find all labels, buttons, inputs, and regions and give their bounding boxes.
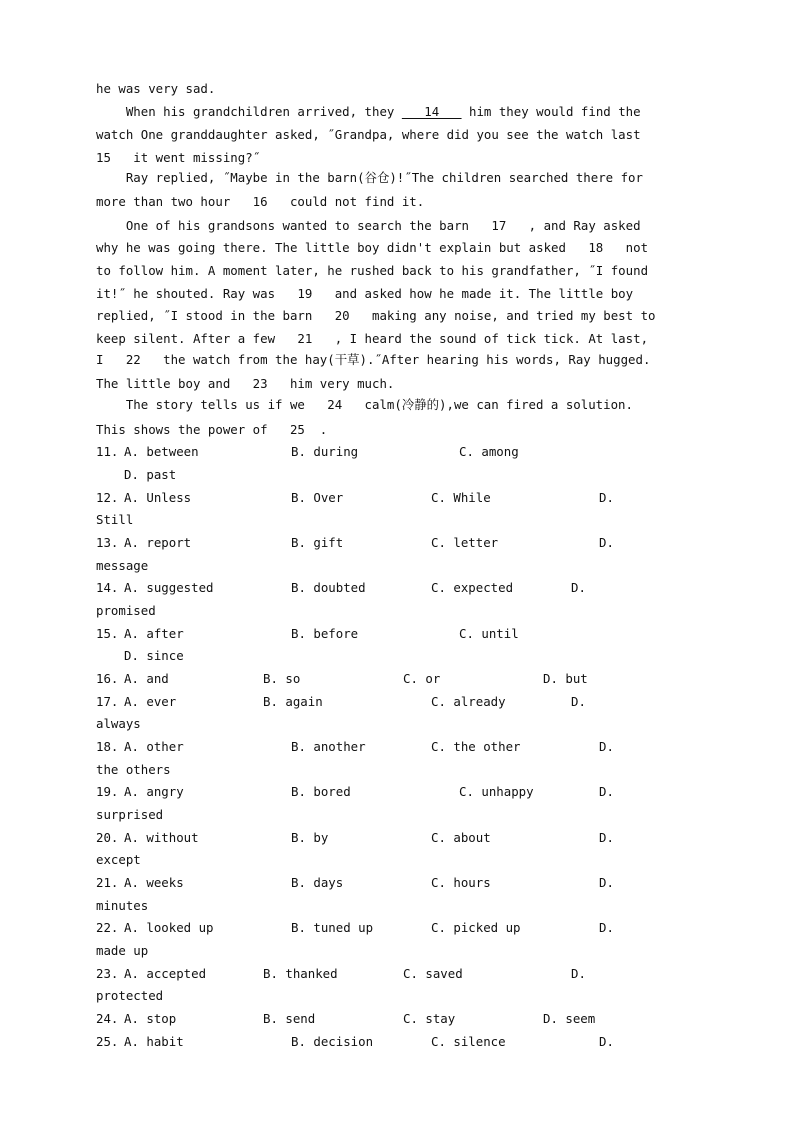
option-a: A. habit — [124, 1034, 184, 1049]
question-number: 16. — [96, 671, 119, 686]
option-b: B. tuned up — [291, 920, 374, 935]
option-a: A. ever — [124, 694, 177, 709]
question-number: 11. — [96, 444, 119, 459]
option-d-text: except — [96, 852, 141, 867]
option-d-text: minutes — [96, 898, 149, 913]
option-c: C. about — [431, 830, 491, 845]
option-b: B. doubted — [291, 580, 366, 595]
option-a: A. between — [124, 444, 199, 459]
option-b: B. again — [263, 694, 323, 709]
question-number: 20. — [96, 830, 119, 845]
passage-line: This shows the power of 25 . — [96, 422, 328, 437]
option-d: D. — [599, 875, 614, 890]
option-b: B. bored — [291, 784, 351, 799]
option-c: C. among — [459, 444, 519, 459]
option-d-text: always — [96, 716, 141, 731]
option-d: D. — [599, 920, 614, 935]
option-b: B. days — [291, 875, 344, 890]
option-b: B. thanked — [263, 966, 338, 981]
passage-line-start: When his grandchildren arrived, they — [96, 104, 402, 119]
passage-line: replied, ˝I stood in the barn 20 making any noise, and tried my best to — [96, 308, 656, 323]
option-a: A. without — [124, 830, 199, 845]
passage-line: I 22 the watch from the hay(干草).˝After hearing his words, Ray hugged. — [96, 352, 651, 367]
question-number: 19. — [96, 784, 119, 799]
option-c: C. saved — [403, 966, 463, 981]
option-d: D. — [571, 966, 586, 981]
passage-line: keep silent. After a few 21 , I heard the sound of tick tick. At last, — [96, 331, 649, 346]
option-d-text: the others — [96, 762, 171, 777]
question-number: 14. — [96, 580, 119, 595]
option-b: B. by — [291, 830, 329, 845]
option-d: D. but — [543, 671, 588, 686]
passage-line: watch One granddaughter asked, ˝Grandpa, where did you see the watch last — [96, 127, 641, 142]
option-a: A. angry — [124, 784, 184, 799]
option-c: C. silence — [431, 1034, 506, 1049]
question-number: 15. — [96, 626, 119, 641]
passage-line: to follow him. A moment later, he rushed back to his grandfather, ˝I found — [96, 263, 649, 278]
option-a: A. looked up — [124, 920, 214, 935]
option-c: C. unhappy — [459, 784, 534, 799]
option-b: B. decision — [291, 1034, 374, 1049]
option-c: C. picked up — [431, 920, 521, 935]
option-d: D. past — [124, 467, 177, 482]
question-number: 12. — [96, 490, 119, 505]
passage-line: 15 it went missing?˝ — [96, 150, 261, 165]
option-d: D. seem — [543, 1011, 596, 1026]
passage-line: it!˝ he shouted. Ray was 19 and asked how he made it. The little boy — [96, 286, 634, 301]
option-d-text: made up — [96, 943, 149, 958]
question-number: 25. — [96, 1034, 119, 1049]
passage-line: he was very sad. — [96, 81, 216, 96]
option-b: B. gift — [291, 535, 344, 550]
option-d-text: protected — [96, 988, 164, 1003]
question-number: 23. — [96, 966, 119, 981]
option-a: A. after — [124, 626, 184, 641]
passage-line: why he was going there. The little boy didn't explain but asked 18 not — [96, 240, 649, 255]
option-b: B. Over — [291, 490, 344, 505]
option-b: B. another — [291, 739, 366, 754]
question-number: 24. — [96, 1011, 119, 1026]
option-c: C. stay — [403, 1011, 456, 1026]
passage-line — [96, 104, 641, 120]
passage-line: The little boy and 23 him very much. — [96, 376, 395, 391]
option-b: B. during — [291, 444, 359, 459]
option-d: D. — [571, 694, 586, 709]
option-a: A. and — [124, 671, 169, 686]
option-a: A. weeks — [124, 875, 184, 890]
question-number: 13. — [96, 535, 119, 550]
option-c: C. until — [459, 626, 519, 641]
passage-line-end: him they would find the — [461, 104, 641, 119]
option-d: D. — [599, 830, 614, 845]
option-d: D. — [599, 784, 614, 799]
option-a: A. accepted — [124, 966, 207, 981]
option-d: D. — [599, 739, 614, 754]
option-d-text: Still — [96, 512, 134, 527]
option-c: C. expected — [431, 580, 514, 595]
question-number: 22. — [96, 920, 119, 935]
option-c: C. or — [403, 671, 441, 686]
option-a: A. Unless — [124, 490, 192, 505]
passage-line: more than two hour 16 could not find it. — [96, 194, 425, 209]
option-c: C. letter — [431, 535, 499, 550]
option-d-text: surprised — [96, 807, 164, 822]
option-a: A. report — [124, 535, 192, 550]
option-a: A. other — [124, 739, 184, 754]
option-b: B. before — [291, 626, 359, 641]
question-number: 17. — [96, 694, 119, 709]
option-d: D. since — [124, 648, 184, 663]
option-d: D. — [599, 535, 614, 550]
option-d-text: promised — [96, 603, 156, 618]
option-b: B. so — [263, 671, 301, 686]
option-d: D. — [599, 490, 614, 505]
option-c: C. hours — [431, 875, 491, 890]
option-d: D. — [571, 580, 586, 595]
option-c: C. While — [431, 490, 491, 505]
option-d: D. — [599, 1034, 614, 1049]
blank-14: 14 — [401, 104, 462, 119]
option-a: A. stop — [124, 1011, 177, 1026]
option-a: A. suggested — [124, 580, 214, 595]
option-b: B. send — [263, 1011, 316, 1026]
passage-line: Ray replied, ˝Maybe in the barn(谷仓)!˝The children searched there for — [96, 170, 643, 185]
passage-line: The story tells us if we 24 calm(冷静的),we can fired a solution. — [96, 397, 633, 412]
passage-line: One of his grandsons wanted to search the barn 17 , and Ray asked — [96, 218, 641, 233]
option-c: C. already — [431, 694, 506, 709]
question-number: 18. — [96, 739, 119, 754]
option-c: C. the other — [431, 739, 521, 754]
option-d-text: message — [96, 558, 149, 573]
question-number: 21. — [96, 875, 119, 890]
